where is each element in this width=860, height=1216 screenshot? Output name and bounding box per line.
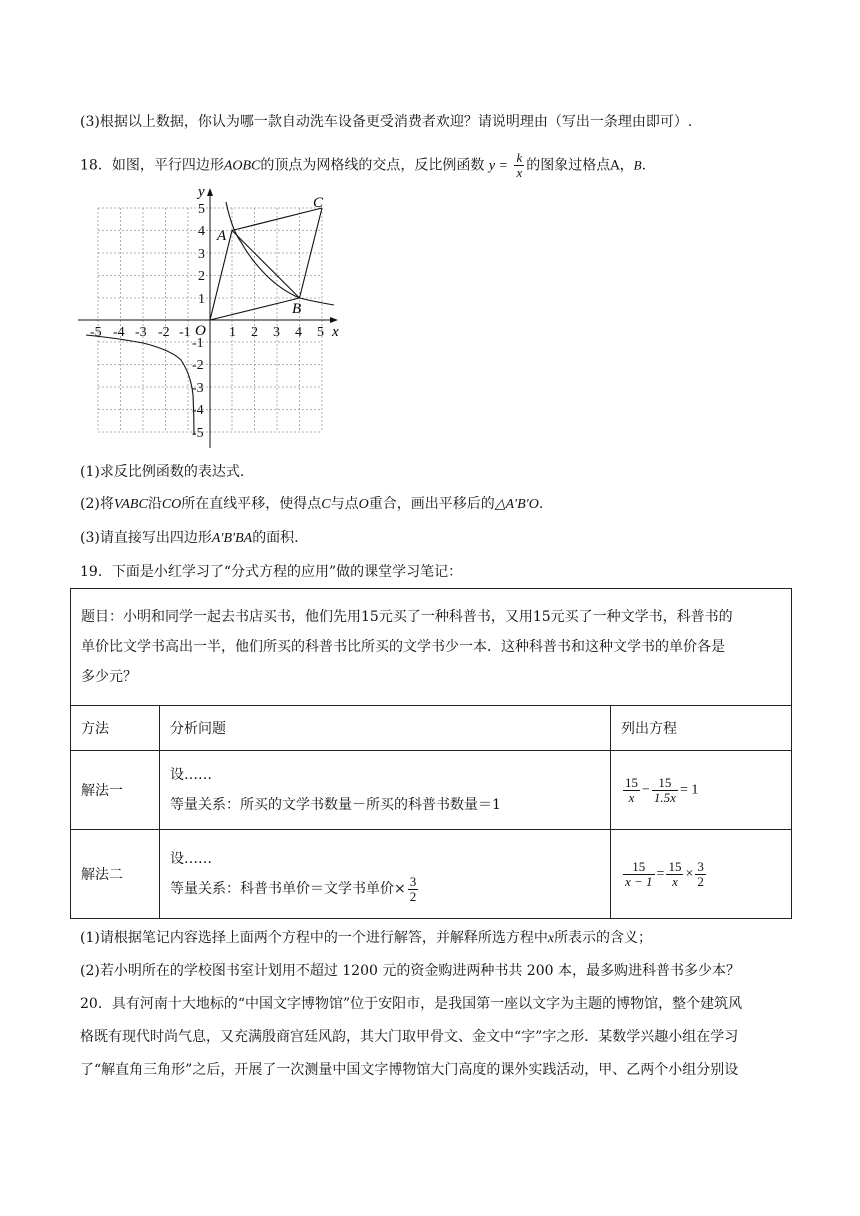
y-tick-label: 1 [198,292,205,307]
segment-ac [232,208,322,231]
eq2-num-1: 15 [623,860,655,875]
q18-shape: AOBC [223,158,261,174]
y-tick-label: -2 [192,358,204,373]
q18-frac-den: x [516,165,523,180]
x-tick-label: 4 [295,325,302,340]
analysis-2-frac-num: 3 [409,873,417,889]
eq2-frac-3 [695,860,706,889]
q18-part2-a: (2)将 [80,496,114,512]
q18-part2-b: 沿 [147,496,162,512]
method-1: 解法一 [71,751,160,830]
q18-part3-b: 的面积. [252,530,299,546]
method-2: 解法二 [71,830,160,919]
header-analysis: 分析问题 [160,706,611,751]
x-tick-label: -4 [113,325,125,340]
q18-part2-point-o: O [358,497,369,512]
problem-row [71,589,792,706]
label-a: A [217,228,227,244]
q19-part1-a: (1)请根据笔记内容选择上面两个方程中的一个进行解答，并解释所选方程中 [80,930,548,946]
x-tick-label: -2 [158,325,170,340]
y-tick-label: 2 [198,269,205,284]
eq1-frac-1 [623,776,640,805]
q18-part2-co: CO [161,497,182,512]
eq1-frac-2 [652,776,678,805]
segment-ab [232,231,300,299]
y-tick-label: 5 [198,202,205,217]
y-tick-label: -4 [192,403,204,418]
eq2-num-2: 15 [668,858,682,874]
y-axis-arrow [207,188,213,196]
y-tick-label: -3 [192,381,204,396]
label-y: y [198,184,205,200]
x-tick-label: 1 [229,325,236,340]
label-b: B [292,301,302,317]
analysis-2-relation: 等量关系：科普书单价＝文学书单价× [170,881,406,897]
y-tick-label: 4 [198,224,205,239]
study-note-table [70,588,792,919]
q18-part2-end: . [538,496,544,512]
q18-part2-tri2: △A′B′O [494,497,539,512]
eq2-den-1: x − 1 [625,873,653,889]
q19-part1-b: 所表示的含义； [554,930,653,946]
eq2-frac-1 [623,860,655,889]
coordinate-graph [76,180,346,455]
q18-part3-shape: A′B′BA [211,531,253,546]
x-tick-label: -3 [135,325,147,340]
q18-sep: ， [619,157,634,174]
q20-line-2: 格既有现代时尚气息，又充满殷商宫廷风韵，其大门取甲骨文、金文中“字”字之形．某数学兴趣小组在学习 [80,1029,739,1045]
analysis-2 [160,830,611,919]
analysis-2-frac-den: 2 [409,888,417,904]
x-tick-label: -5 [90,325,102,340]
q18-prefix: 18．如图，平行四边形 [80,157,224,174]
eq1-den-1: x [628,789,635,805]
q18-part2 [80,494,543,515]
q20-line-1: 20．具有河南十大地标的“中国文字博物馆”位于安阳市，是我国第一座以文字为主题的博物馆，整个建筑风 [80,996,743,1012]
analysis-2-relation-line [170,874,600,904]
label-x: x [332,324,339,340]
eq2-frac-2 [666,860,683,889]
eq1-num-2: 15 [652,776,678,791]
problem-cell [71,589,792,706]
y-tick-label: 3 [198,247,205,262]
y-tick-label: -1 [192,336,204,351]
q18-mid: 的顶点为网格线的交点，反比例函数 [260,157,485,174]
q19-intro: 19．下面是小红学习了“分式方程的应用”做的课堂学习笔记： [80,564,463,580]
eq1-num-1: 15 [625,774,638,790]
x-axis-arrow [330,317,338,323]
q19-part1-x: x [547,931,555,946]
y-tick-label: -5 [192,426,204,441]
q18-part2-c: 所在直线平移，使得点 [181,496,322,512]
problem-line-1: 题目：小明和同学一起去书店买书，他们先用15元买了一种科普书，又用15元买了一种文学书，科普书的 [81,609,733,625]
q17-part3: (3)根据以上数据，你认为哪一款自动洗车设备更受消费者欢迎？请说明理由（写出一条理由即可）. [80,114,693,130]
q18-part2-d: 与点 [330,496,359,512]
analysis-1-set: 设…… [170,767,212,783]
q18-suffix: 的图象过格点 [526,157,611,174]
header-method: 方法 [71,706,160,751]
q18-part1: (1)求反比例函数的表达式. [80,464,245,480]
eq1-rhs: = 1 [679,782,699,798]
q18-frac-num: k [516,150,523,165]
eq2-den-3: 2 [697,873,704,889]
hyperbola-branch-negative [86,335,194,435]
x-tick-label: 2 [251,325,258,340]
q19-part1 [80,928,652,949]
analysis-1 [160,751,611,830]
q18-part3 [80,528,299,549]
q18-part2-e: 重合，画出平移后的 [368,496,495,512]
eq1-den-2: 1.5x [653,789,676,805]
problem-line-2: 单价比文学书高出一半，他们所买的科普书比所买的文学书少一本．这种科普书和这种文学书的单价各是 [81,639,725,655]
q18-part2-tri: VABC [113,497,148,512]
q18-formula-fraction [514,151,524,180]
table-row [71,830,792,919]
eq2-den-2: x [672,873,678,889]
equation-1: $\frac{15}{x}$ − $\frac{15}{1.5x}$ = 1 [611,751,792,830]
q18-end: . [641,157,647,174]
header-row [71,706,792,751]
analysis-2-frac [408,875,419,904]
x-tick-label: -1 [179,325,191,340]
equation-2: $\frac{15}{x - 1}$ = $\frac{15}{x}$ × $\frac{3}{2}$ [611,830,792,919]
q18-point-b: B [633,157,642,173]
x-tick-label: 5 [317,325,324,340]
hyperbola-branch-positive [226,202,334,305]
analysis-1-relation: 等量关系：所买的文学书数量－所买的科普书数量＝1 [170,797,501,813]
q20-line-3: 了“解直角三角形”之后，开展了一次测量中国文字博物馆大门高度的课外实践活动，甲、乙两个小组分别设 [80,1062,739,1078]
table-row [71,751,792,830]
q19-part2: (2)若小明所在的学校图书室计划用不超过 1200 元的资金购进两种书共 200 本，最多购进科普书多少本？ [80,963,740,979]
analysis-2-set: 设…… [170,851,212,867]
header-equation: 列出方程 [611,706,792,751]
q18-formula-lhs: y = [488,158,509,174]
x-tick-label: 3 [273,325,280,340]
label-origin: O [195,323,206,339]
q18-point-a: A [610,158,620,174]
label-c: C [313,195,324,211]
q18-stem [80,151,646,180]
eq2-num-3: 3 [697,858,704,874]
q18-part3-a: (3)请直接写出四边形 [80,530,212,546]
q18-part2-point-c: C [321,497,331,512]
problem-line-3: 多少元？ [81,669,137,685]
